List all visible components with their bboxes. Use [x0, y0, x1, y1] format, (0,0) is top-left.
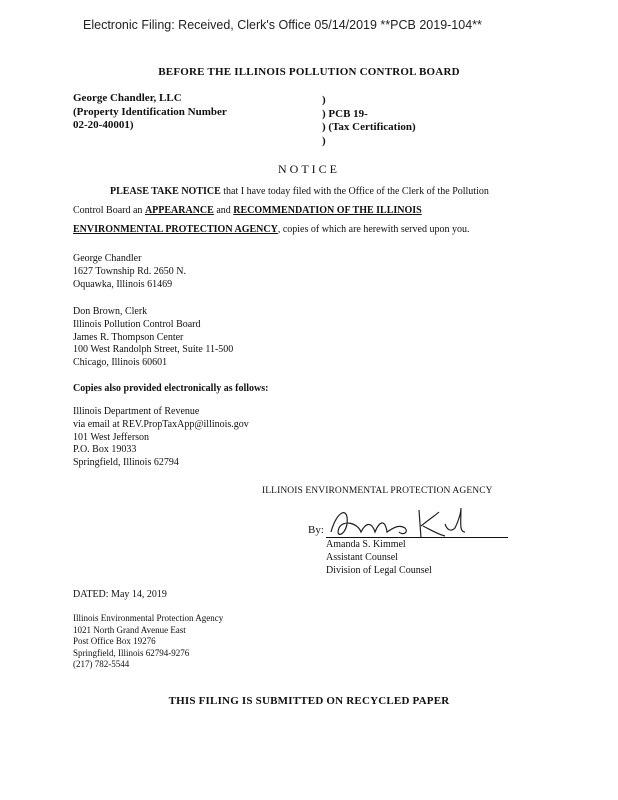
notice-text: that I have today filed with the Office of the Clerk of the Pollution	[220, 186, 489, 197]
addressee-block	[73, 253, 186, 291]
address-line: Springfield, Illinois 62794-9276	[73, 647, 190, 658]
address-line: Don Brown, Clerk	[73, 306, 148, 317]
address-line: Illinois Department of Revenue	[73, 406, 200, 417]
notice-text: , copies of which are herewith served upon you.	[277, 224, 470, 235]
address-line: 1627 Township Rd. 2650 N.	[73, 265, 187, 277]
address-line: Oquawka, Illinois 61469	[73, 278, 173, 290]
notice-line-2	[73, 205, 422, 218]
address-line: Illinois Environmental Protection Agency	[73, 613, 224, 623]
board-title: BEFORE THE ILLINOIS POLLUTION CONTROL BOARD	[158, 66, 460, 78]
address-line: Springfield, Illinois 62794	[73, 457, 179, 469]
signer-line: Division of Legal Counsel	[326, 564, 432, 576]
agency-name: ILLINOIS ENVIRONMENTAL PROTECTION AGENCY	[262, 486, 493, 496]
please-take-notice: PLEASE TAKE NOTICE	[110, 186, 221, 197]
address-line: Post Office Box 19276	[73, 636, 156, 647]
caption-right-line: ) (Tax Certification)	[322, 121, 416, 134]
caption-right-line: )	[322, 94, 326, 106]
copies-heading: Copies also provided electronically as follows:	[73, 383, 269, 394]
case-caption-left	[73, 92, 227, 133]
filing-stamp: Electronic Filing: Received, Clerk's Office 05/14/2019 **PCB 2019-104**	[83, 18, 482, 32]
address-line: via email at REV.PropTaxApp@illinois.gov	[73, 418, 249, 430]
caption-right-line: ) PCB 19-	[322, 107, 368, 120]
caption-left-line: George Chandler, LLC	[73, 92, 182, 104]
notice-text: Control Board an	[73, 205, 145, 216]
copies-address-block	[73, 406, 249, 470]
signature-line	[326, 537, 508, 538]
caption-left-line: (Property Identification Number	[73, 105, 227, 118]
caption-right-line: )	[322, 134, 326, 147]
address-line: 101 West Jefferson	[73, 431, 150, 443]
address-line: George Chandler	[73, 253, 142, 264]
signer-block	[326, 539, 432, 577]
by-label: By:	[308, 524, 324, 536]
notice-line-3	[73, 224, 469, 237]
recommendation-title: ENVIRONMENTAL PROTECTION AGENCY	[73, 224, 278, 235]
agency-address-block	[73, 613, 223, 671]
caption-left-line: 02-20-40001)	[73, 119, 134, 132]
address-line: 1021 North Grand Avenue East	[73, 624, 186, 635]
appearance-title: APPEARANCE	[144, 205, 214, 216]
address-line: Illinois Pollution Control Board	[73, 318, 201, 330]
case-caption-right	[322, 94, 416, 148]
notice-text: and	[213, 205, 234, 216]
address-line: 100 West Randolph Street, Suite 11-500	[73, 344, 234, 356]
signer-line: Assistant Counsel	[326, 551, 398, 563]
recommendation-title: RECOMMENDATION OF THE ILLINOIS	[233, 205, 422, 216]
signer-line: Amanda S. Kimmel	[326, 539, 406, 550]
addressee-block	[73, 306, 233, 370]
address-line: (217) 782-5544	[73, 659, 130, 670]
recycled-paper-footer: THIS FILING IS SUBMITTED ON RECYCLED PAPER	[168, 695, 450, 707]
address-line: Chicago, Illinois 60601	[73, 357, 168, 369]
dated-line: DATED: May 14, 2019	[73, 589, 167, 600]
notice-heading: NOTICE	[278, 162, 340, 176]
notice-line-1	[110, 186, 489, 199]
address-line: James R. Thompson Center	[73, 331, 184, 343]
address-line: P.O. Box 19033	[73, 444, 137, 456]
